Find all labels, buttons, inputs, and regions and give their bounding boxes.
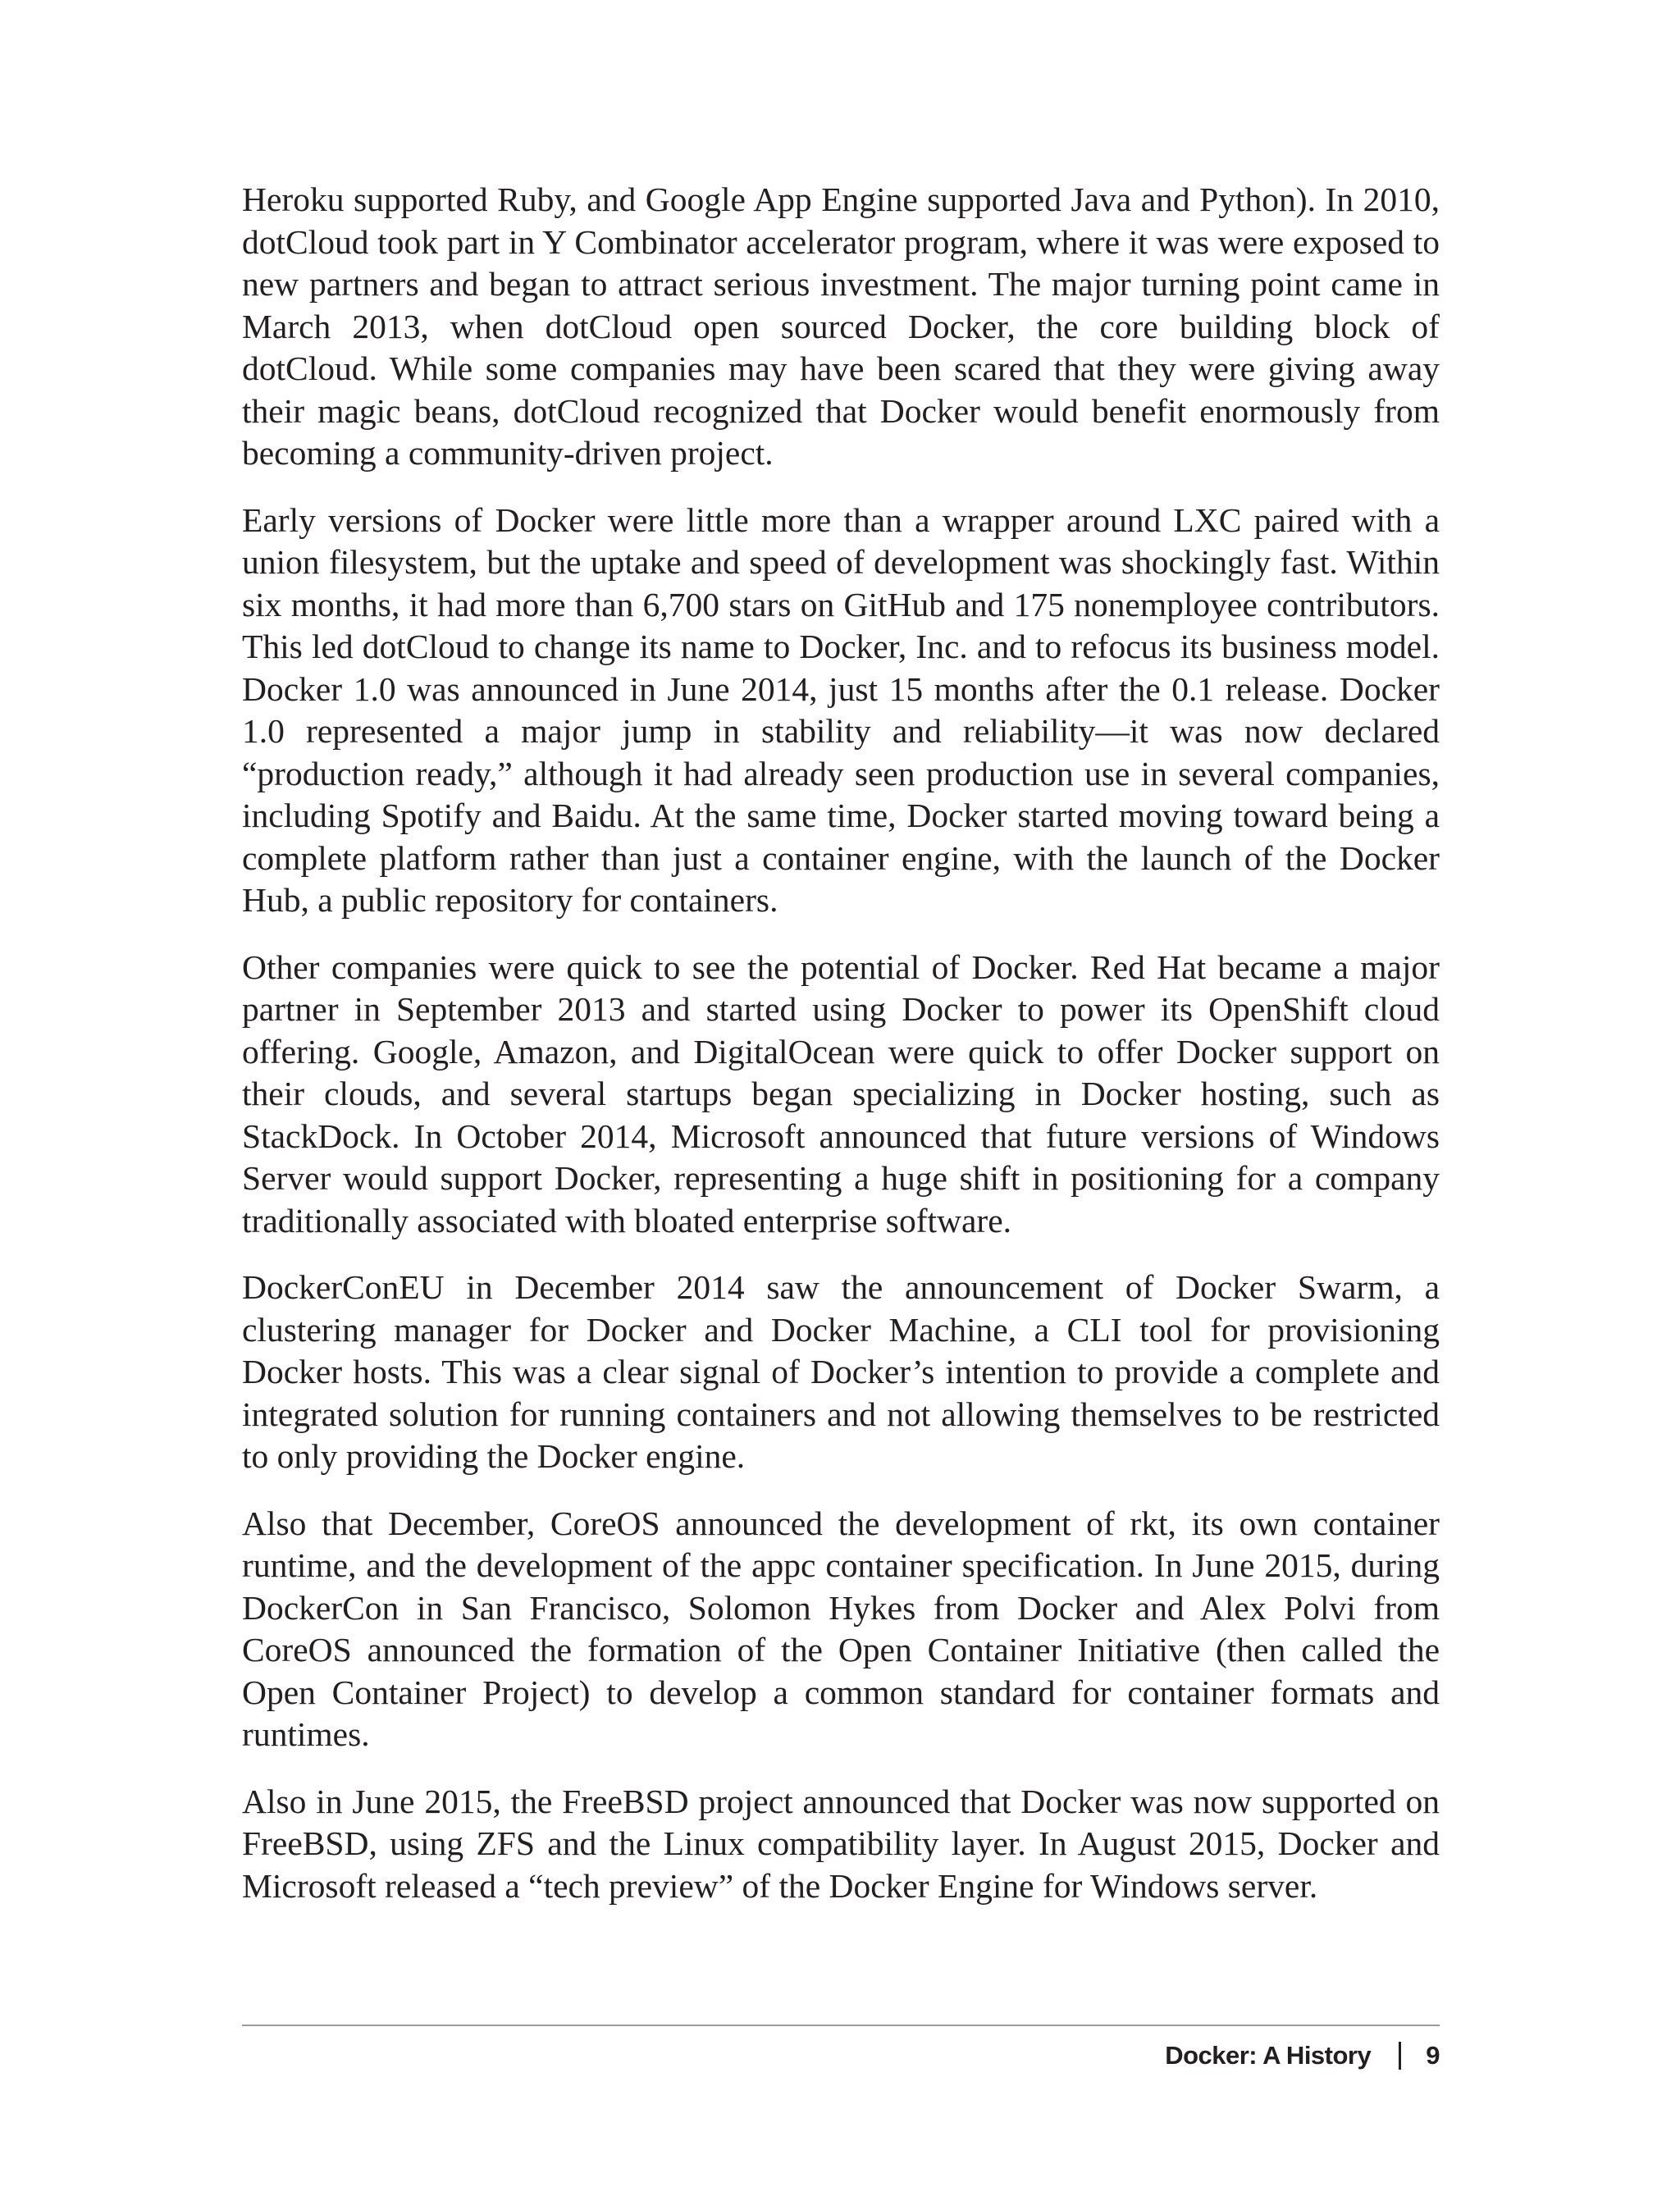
- running-footer-title: Docker: A History: [1165, 2041, 1372, 2070]
- paragraph-6: Also in June 2015, the FreeBSD project announced that Docker was now supported on FreeBSD, using ZFS and the Linux compatibility layer. In August 2015, Docker and Microsoft released a “tech preview” of the Docker Engine for Windows server.: [242, 1782, 1440, 1905]
- page-number: 9: [1426, 2041, 1440, 2070]
- paragraph-2: Early versions of Docker were little more than a wrapper around LXC paired with a union filesystem, but the uptake and speed of development was shockingly fast. Within six months, it had more than 6,700 stars on GitHub and 175 nonemployee contributors. This led dotCloud to change its name to Docker, Inc. and to refocus its business model. Docker 1.0 was announced in June 2014, just 15 months after the 0.1 release. Docker 1.0 represented a major jump in stability and reliability—it was now declared “production ready,” although it had already seen production use in several companies, including Spotify and Baidu. At the same time, Docker started moving toward being a complete platform rather than just a container engine, with the launch of the Docker Hub, a public repository for containers.: [242, 500, 1440, 919]
- page-body: [242, 179, 1440, 1932]
- paragraph-4: DockerConEU in December 2014 saw the announcement of Docker Swarm, a clustering manager for Docker and Docker Machine, a CLI tool for provisioning Docker hosts. This was a clear signal of Docker’s intention to provide a complete and integrated solution for running containers and not allowing themselves to be restricted to only providing the Docker engine.: [242, 1268, 1440, 1475]
- footer-separator: [1399, 2042, 1401, 2070]
- paragraph-3: Other companies were quick to see the potential of Docker. Red Hat became a major partner in September 2013 and started using Docker to power its OpenShift cloud offering. Google, Amazon, and DigitalOcean were quick to offer Docker support on their clouds, and several startups began specializing in Docker hosting, such as StackDock. In October 2014, Microsoft announced that future versions of Windows Server would support Docker, representing a huge shift in positioning for a company traditionally associated with bloated enterprise software.: [242, 947, 1440, 1239]
- paragraph-1: Heroku supported Ruby, and Google App Engine supported Java and Python). In 2010, dotCloud took part in Y Combinator accelerator program, where it was were exposed to new partners and began to attract serious investment. The major turning point came in March 2013, when dotCloud open sourced Docker, the core building block of dotCloud. While some companies may have been scared that they were giving away their magic beans, dotCloud recognized that Docker would benefit enormously from becoming a community-driven project.: [242, 180, 1440, 472]
- footer-divider: [242, 2025, 1440, 2026]
- page-footer: [1165, 2038, 1440, 2074]
- paragraph-5: Also that December, CoreOS announced the development of rkt, its own container runtime, and the development of the appc container specification. In June 2015, during DockerCon in San Francisco, Solomon Hykes from Docker and Alex Polvi from CoreOS announced the formation of the Open Container Initiative (then called the Open Container Project) to develop a common standard for container formats and runtimes.: [242, 1504, 1440, 1753]
